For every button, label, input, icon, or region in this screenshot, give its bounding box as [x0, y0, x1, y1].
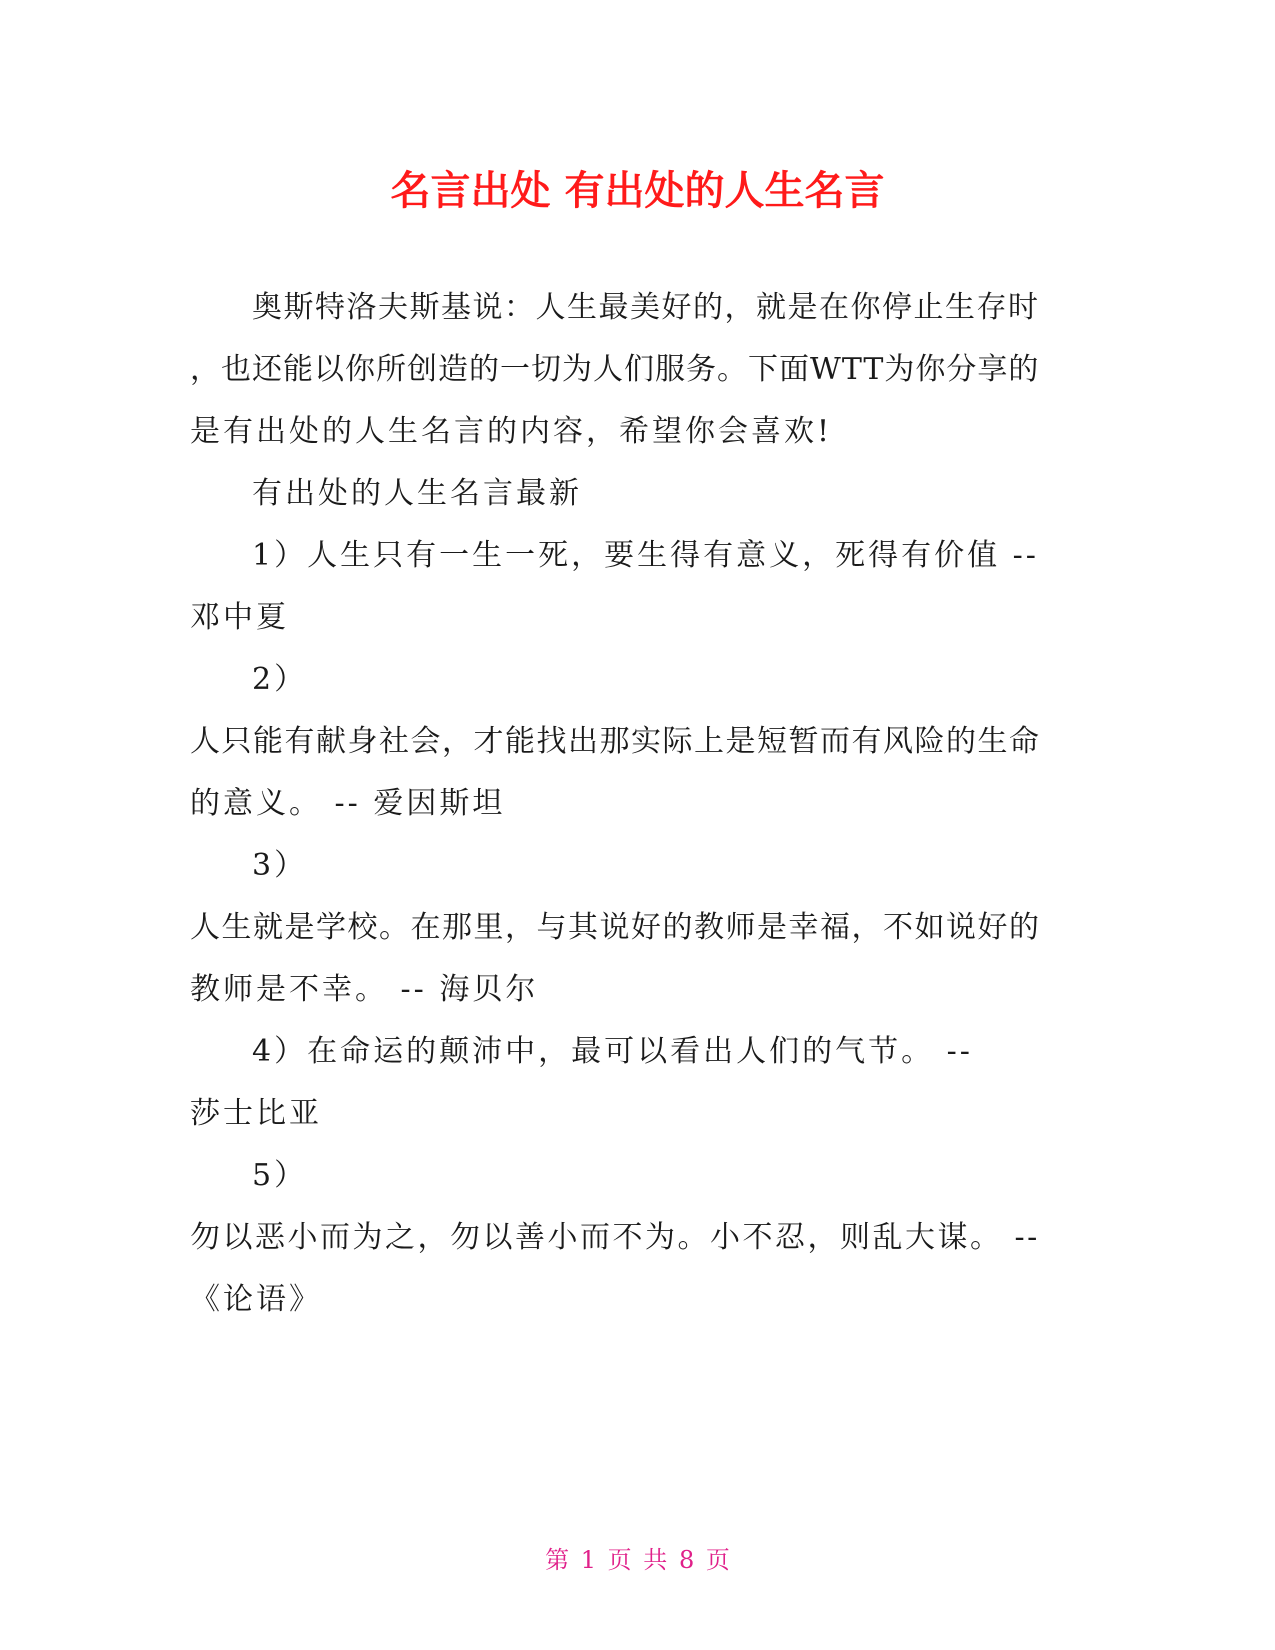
- intro-line-2: ，也还能以你所创造的一切为人们服务。下面WTT为你分享的: [190, 352, 1040, 387]
- quote-3-author: 教师是不幸。 -- 海贝尔: [190, 972, 539, 1007]
- quote-3-text: 人生就是学校。在那里，与其说好的教师是幸福，不如说好的: [190, 910, 1041, 945]
- section-heading: 有出处的人生名言最新: [252, 476, 582, 511]
- quote-2-text: 人只能有献身社会，才能找出那实际上是短暂而有风险的生命: [190, 724, 1041, 759]
- quote-5-text: 勿以恶小而为之，勿以善小而不为。小不忍，则乱大谋。 --: [190, 1220, 1040, 1255]
- quote-3-number: 3）: [252, 848, 308, 883]
- quote-2-author: 的意义。 -- 爱因斯坦: [190, 786, 506, 821]
- quote-1-text: 1）人生只有一生一死，要生得有意义，死得有价值 --: [252, 538, 1039, 573]
- quote-5-number: 5）: [252, 1158, 308, 1193]
- intro-line-3: 是有出处的人生名言的内容，希望你会喜欢!: [190, 414, 833, 449]
- quote-2-number: 2）: [252, 662, 308, 697]
- intro-line-1: 奥斯特洛夫斯基说：人生最美好的，就是在你停止生存时: [252, 290, 1040, 325]
- quote-4-author: 莎士比亚: [190, 1096, 322, 1131]
- quote-4-text: 4）在命运的颠沛中，最可以看出人们的气节。 --: [252, 1034, 973, 1069]
- document-title: 名言出处 有出处的人生名言: [390, 168, 885, 214]
- quote-1-author: 邓中夏: [190, 600, 289, 635]
- quote-5-source: 《论语》: [190, 1282, 322, 1317]
- page-indicator: 第 1 页 共 8 页: [545, 1546, 730, 1574]
